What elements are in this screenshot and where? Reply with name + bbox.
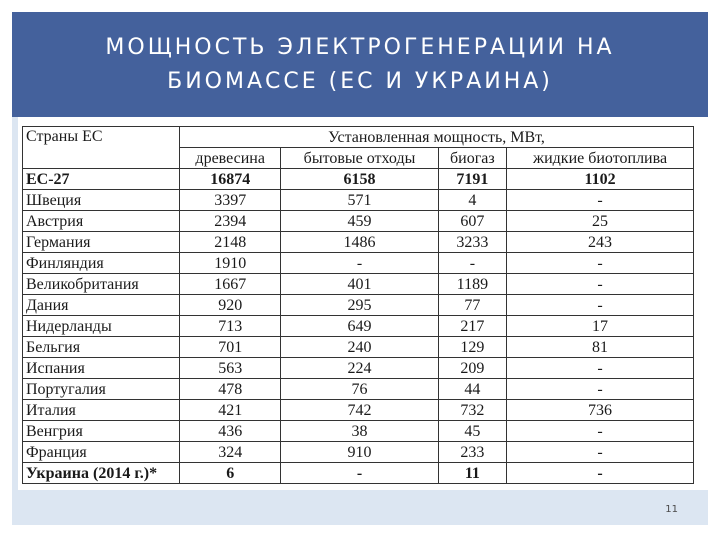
table-row	[23, 274, 694, 295]
country-cell: Великобритания	[23, 274, 180, 295]
value-cell: 920	[180, 295, 281, 316]
value-cell: 209	[438, 358, 506, 379]
value-cell: 81	[507, 337, 694, 358]
slide-title-line-1: МОЩНОСТЬ ЭЛЕКТРОГЕНЕРАЦИИ НА	[105, 34, 615, 60]
country-cell: Австрия	[23, 211, 180, 232]
country-cell: Бельгия	[23, 337, 180, 358]
table-row	[23, 169, 694, 190]
value-cell: -	[507, 379, 694, 400]
value-cell: 2148	[180, 232, 281, 253]
value-cell: -	[281, 253, 438, 274]
table-row	[23, 400, 694, 421]
column-header: жидкие биотоплива	[507, 148, 694, 169]
value-cell: -	[507, 442, 694, 463]
value-cell: 736	[507, 400, 694, 421]
table-row	[23, 358, 694, 379]
country-cell: Дания	[23, 295, 180, 316]
table-row	[23, 253, 694, 274]
country-cell: Франция	[23, 442, 180, 463]
column-header: биогаз	[438, 148, 506, 169]
value-cell: 240	[281, 337, 438, 358]
table-row	[23, 295, 694, 316]
value-cell: 38	[281, 421, 438, 442]
value-cell: 3397	[180, 190, 281, 211]
value-cell: 436	[180, 421, 281, 442]
country-cell: Испания	[23, 358, 180, 379]
table-image	[22, 126, 706, 492]
value-cell: 44	[438, 379, 506, 400]
value-cell: 459	[281, 211, 438, 232]
value-cell: 732	[438, 400, 506, 421]
column-header: бытовые отходы	[281, 148, 438, 169]
biomass-capacity-table	[22, 126, 694, 484]
left-accent-bar	[12, 117, 18, 525]
country-cell: Финляндия	[23, 253, 180, 274]
slide-number: 11	[665, 504, 678, 515]
value-cell: 295	[281, 295, 438, 316]
value-cell: 701	[180, 337, 281, 358]
value-cell: -	[507, 463, 694, 484]
value-cell: 6	[180, 463, 281, 484]
value-cell: 45	[438, 421, 506, 442]
table-row	[23, 442, 694, 463]
table-row	[23, 211, 694, 232]
country-cell: Швеция	[23, 190, 180, 211]
country-cell: Венгрия	[23, 421, 180, 442]
value-cell: 742	[281, 400, 438, 421]
value-cell: 2394	[180, 211, 281, 232]
value-cell: 3233	[438, 232, 506, 253]
value-cell: 1102	[507, 169, 694, 190]
country-cell: Украина (2014 г.)*	[23, 463, 180, 484]
value-cell: 1910	[180, 253, 281, 274]
value-cell: 224	[281, 358, 438, 379]
title-banner	[12, 12, 708, 117]
value-cell: 217	[438, 316, 506, 337]
table-body	[23, 169, 694, 484]
value-cell: 16874	[180, 169, 281, 190]
table-row	[23, 232, 694, 253]
table-row	[23, 463, 694, 484]
value-cell: 571	[281, 190, 438, 211]
value-cell: 1667	[180, 274, 281, 295]
country-cell: Италия	[23, 400, 180, 421]
column-header: древесина	[180, 148, 281, 169]
value-cell: 649	[281, 316, 438, 337]
value-cell: 6158	[281, 169, 438, 190]
value-cell: 607	[438, 211, 506, 232]
value-cell: 243	[507, 232, 694, 253]
value-cell: 910	[281, 442, 438, 463]
value-cell: 478	[180, 379, 281, 400]
value-cell: 4	[438, 190, 506, 211]
value-cell: 76	[281, 379, 438, 400]
value-cell: -	[438, 253, 506, 274]
value-cell: 233	[438, 442, 506, 463]
value-cell: 713	[180, 316, 281, 337]
country-cell: ЕС-27	[23, 169, 180, 190]
table-row	[23, 421, 694, 442]
value-cell: 421	[180, 400, 281, 421]
value-cell: -	[507, 295, 694, 316]
value-cell: -	[507, 253, 694, 274]
country-cell: Португалия	[23, 379, 180, 400]
value-cell: 1189	[438, 274, 506, 295]
country-cell: Нидерланды	[23, 316, 180, 337]
value-cell: 25	[507, 211, 694, 232]
corner-header: Страны ЕС	[23, 127, 180, 169]
value-cell: 324	[180, 442, 281, 463]
value-cell: 129	[438, 337, 506, 358]
value-cell: 17	[507, 316, 694, 337]
value-cell: -	[507, 358, 694, 379]
table-row	[23, 316, 694, 337]
value-cell: -	[281, 463, 438, 484]
table-row	[23, 337, 694, 358]
value-cell: -	[507, 190, 694, 211]
value-cell: 563	[180, 358, 281, 379]
slide-title-line-2: БИОМАССЕ (ЕС И УКРАИНА)	[167, 68, 553, 94]
value-cell: -	[507, 274, 694, 295]
value-cell: -	[507, 421, 694, 442]
table-row	[23, 379, 694, 400]
value-cell: 77	[438, 295, 506, 316]
value-cell: 1486	[281, 232, 438, 253]
footer-bar	[12, 490, 708, 525]
table-row	[23, 190, 694, 211]
value-cell: 11	[438, 463, 506, 484]
value-cell: 401	[281, 274, 438, 295]
group-header: Установленная мощность, МВт,	[180, 127, 694, 148]
value-cell: 7191	[438, 169, 506, 190]
country-cell: Германия	[23, 232, 180, 253]
